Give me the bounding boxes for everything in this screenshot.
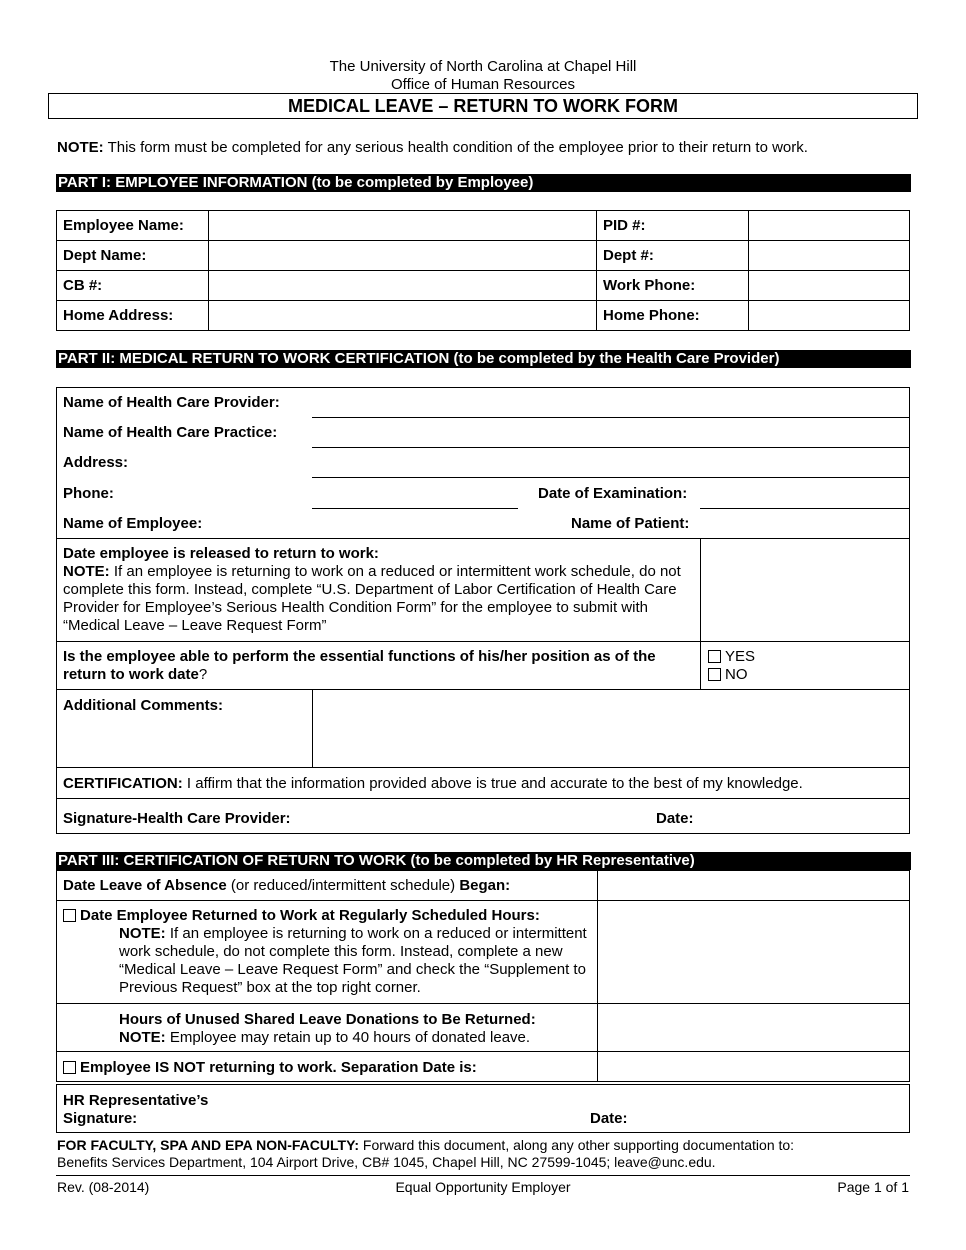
- forward-text: Forward this document, along any other supporting documentation to:: [362, 1137, 795, 1153]
- phone-line[interactable]: [312, 508, 518, 509]
- benefits-address: Benefits Services Department, 104 Airport Drive, CB# 1045, Chapel Hill, NC 27599-1045; leave@unc.edu.: [57, 1154, 716, 1170]
- footer-divider: [56, 1175, 910, 1176]
- page-number: Page 1 of 1: [837, 1179, 909, 1195]
- dept-name-field[interactable]: [209, 241, 597, 271]
- able-question-text: Is the employee able to perform the essential functions of his/her position as of the return to work date: [63, 648, 656, 683]
- address-line[interactable]: [312, 477, 910, 478]
- forward-label: FOR FACULTY, SPA AND EPA NON-FACULTY:: [57, 1137, 360, 1153]
- release-note-label: NOTE:: [63, 563, 110, 580]
- work-phone-label: Work Phone:: [597, 271, 749, 301]
- separation-date-field[interactable]: [598, 1052, 909, 1081]
- not-returning-checkbox[interactable]: [63, 1061, 76, 1074]
- returned-checkbox[interactable]: [63, 909, 76, 922]
- hr-date-field[interactable]: [640, 1086, 908, 1131]
- revision: Rev. (08-2014): [57, 1179, 150, 1195]
- leave-began-field[interactable]: [598, 871, 909, 900]
- dept-number-label: Dept #:: [597, 241, 749, 271]
- provider-name-label: Name of Health Care Provider:: [63, 394, 280, 411]
- no-option[interactable]: [708, 666, 748, 684]
- table-row: [57, 211, 910, 241]
- returned-note-label: NOTE:: [119, 925, 166, 942]
- hours-note-text: Employee may retain up to 40 hours of donated leave.: [169, 1029, 531, 1046]
- form-title: MEDICAL LEAVE – RETURN TO WORK FORM: [48, 93, 918, 119]
- able-question: [63, 648, 693, 684]
- release-title: Date employee is released to return to work:: [63, 545, 379, 562]
- comments-field[interactable]: [313, 690, 909, 767]
- home-address-label: Home Address:: [57, 301, 209, 331]
- release-date-field[interactable]: [701, 539, 909, 641]
- note-text: This form must be completed for any serious health condition of the employee prior to their return to work.: [107, 139, 808, 156]
- certification-label: CERTIFICATION:: [63, 775, 183, 792]
- returned-note-text: If an employee is returning to work on a reduced or intermittent work schedule, do not complete this form. Instead, complete a new “Medical Leave – Leave Request Form” and check the “Supplement to Previous Request” box at the top right corner.: [119, 925, 587, 996]
- home-phone-field[interactable]: [749, 301, 910, 331]
- hours-title: Hours of Unused Shared Leave Donations to Be Returned:: [119, 1011, 536, 1028]
- table-row: [57, 241, 910, 271]
- divider: [56, 641, 910, 642]
- not-returning-text: Employee IS NOT returning to work. Separation Date is:: [80, 1059, 477, 1076]
- returned-date-field[interactable]: [598, 901, 909, 1003]
- dept-number-field[interactable]: [749, 241, 910, 271]
- hr-signature-field[interactable]: [150, 1086, 580, 1131]
- certification-text: I affirm that the information provided above is true and accurate to the best of my knowledge.: [186, 775, 803, 792]
- yes-option[interactable]: [708, 648, 755, 666]
- certification-statement: [63, 775, 903, 793]
- provider-signature-field[interactable]: [305, 800, 645, 832]
- hr-rep-label: HR Representative’s: [63, 1092, 209, 1109]
- note-label: NOTE:: [57, 139, 104, 156]
- table-row: [57, 271, 910, 301]
- cb-label: CB #:: [57, 271, 209, 301]
- employee-name-label: Employee Name:: [57, 211, 209, 241]
- home-phone-label: Home Phone:: [597, 301, 749, 331]
- returned-title: [63, 907, 540, 925]
- no-checkbox[interactable]: [708, 668, 721, 681]
- able-question-mark: ?: [198, 666, 208, 683]
- part2-heading: PART II: MEDICAL RETURN TO WORK CERTIFICATION (to be completed by the Health Care Provider): [56, 350, 911, 368]
- employee-name-label-p2: Name of Employee:: [63, 515, 203, 532]
- address-label: Address:: [63, 454, 129, 471]
- employee-name-field[interactable]: [209, 211, 597, 241]
- home-address-field[interactable]: [209, 301, 597, 331]
- provider-date-label: Date:: [656, 810, 694, 827]
- hours-note: [119, 1029, 530, 1047]
- divider: [56, 798, 910, 799]
- part1-heading: PART I: EMPLOYEE INFORMATION (to be completed by Employee): [56, 174, 911, 192]
- table-row: [57, 301, 910, 331]
- cb-field[interactable]: [209, 271, 597, 301]
- forward-instructions: [57, 1136, 917, 1154]
- part3-heading: PART III: CERTIFICATION OF RETURN TO WORK (to be completed by HR Representative): [56, 852, 911, 870]
- provider-signature-label: Signature-Health Care Provider:: [63, 810, 291, 827]
- provider-name-line[interactable]: [312, 417, 910, 418]
- practice-name-label: Name of Health Care Practice:: [63, 424, 278, 441]
- form-note: [57, 139, 808, 156]
- no-label: NO: [725, 666, 748, 683]
- hours-field[interactable]: [598, 1004, 909, 1051]
- yes-checkbox[interactable]: [708, 650, 721, 663]
- release-block: [63, 545, 695, 635]
- returned-title-text: Date Employee Returned to Work at Regularly Scheduled Hours:: [80, 907, 540, 924]
- comments-label: Additional Comments:: [63, 697, 223, 714]
- provider-date-field[interactable]: [700, 800, 908, 832]
- returned-note: [119, 925, 591, 997]
- employee-info-table: [56, 210, 910, 331]
- phone-label: Phone:: [63, 485, 114, 502]
- office-name: Office of Human Resources: [391, 76, 575, 93]
- pid-label: PID #:: [597, 211, 749, 241]
- pid-field[interactable]: [749, 211, 910, 241]
- release-note-text: If an employee is returning to work on a reduced or intermittent work schedule, do not complete this form. Instead, complete “U.S. Department of Labor Certification of Health Care Provider for Employee’s Serious Health Condition Form” for the employee to submit with “Medical Leave – Leave Request Form”: [63, 563, 681, 634]
- leave-began-part-b: (or reduced/intermittent schedule): [230, 877, 456, 894]
- exam-date-label: Date of Examination:: [538, 485, 688, 502]
- not-returning: [63, 1059, 477, 1077]
- leave-began-part-c: Began:: [459, 877, 511, 894]
- yes-label: YES: [725, 648, 756, 665]
- divider: [56, 767, 910, 768]
- leave-began-part-a: Date Leave of Absence: [63, 877, 227, 894]
- leave-began-label: [63, 877, 510, 895]
- eoe-statement: Equal Opportunity Employer: [395, 1179, 571, 1195]
- hr-signature-label: Signature:: [63, 1110, 138, 1127]
- institution-name: The University of North Carolina at Chapel Hill: [329, 58, 637, 75]
- patient-name-label: Name of Patient:: [571, 515, 690, 532]
- dept-name-label: Dept Name:: [57, 241, 209, 271]
- exam-date-line[interactable]: [700, 508, 910, 509]
- practice-name-line[interactable]: [312, 447, 910, 448]
- hours-note-label: NOTE:: [119, 1029, 166, 1046]
- work-phone-field[interactable]: [749, 271, 910, 301]
- hr-date-label: Date:: [590, 1110, 628, 1127]
